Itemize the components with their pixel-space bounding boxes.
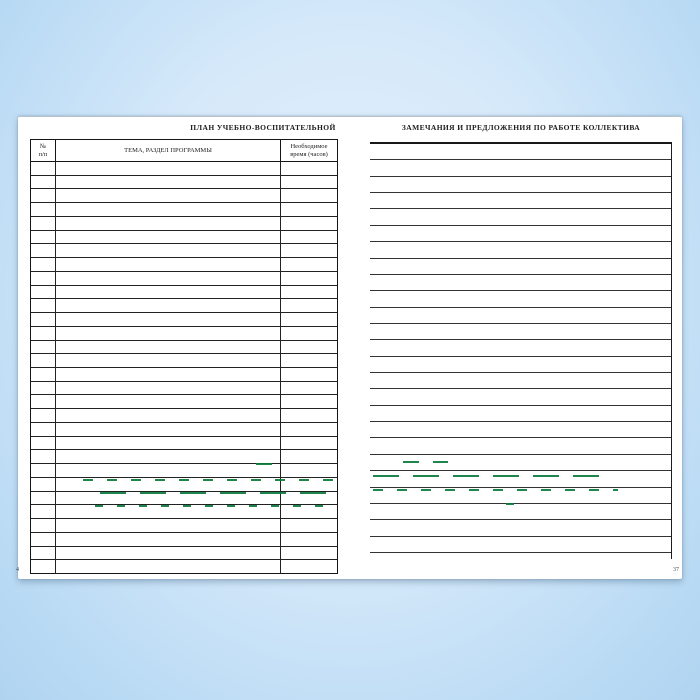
cell-hours [281,217,337,230]
ruled-line [370,454,671,470]
cell-number [31,189,56,202]
table-row [31,313,337,327]
cell-number [31,478,56,491]
table-row [31,258,337,272]
cell-topic [56,231,281,244]
ruled-line [370,159,671,175]
cell-number [31,327,56,340]
cell-number [31,437,56,450]
col-topic-header-label: ТЕМА, РАЗДЕЛ ПРОГРАММЫ [124,146,212,154]
table-row [31,217,337,231]
page-right [350,117,682,579]
table-row [31,272,337,286]
cell-hours [281,450,337,463]
cell-hours [281,162,337,175]
col-hours-header [281,140,337,161]
table-row [31,286,337,300]
plan-table [30,139,338,574]
ruled-line [370,421,671,437]
cell-topic [56,217,281,230]
cell-topic [56,244,281,257]
cell-topic [56,258,281,271]
cell-number [31,313,56,326]
col-topic-header [56,140,281,161]
cell-topic [56,492,281,505]
cell-topic [56,409,281,422]
col-hours-header-line2: время (часов) [290,150,328,158]
ruled-line [370,290,671,306]
cell-topic [56,450,281,463]
cell-topic [56,533,281,546]
left-page-title: ПЛАН УЧЕБНО-ВОСПИТАТЕЛЬНОЙ [190,123,336,132]
cell-hours [281,354,337,367]
table-row [31,341,337,355]
cell-number [31,217,56,230]
table-row [31,176,337,190]
table-row [31,162,337,176]
cell-hours [281,560,337,573]
cell-number [31,354,56,367]
cell-hours [281,244,337,257]
col-hours-header-line1: Необходимое [290,143,328,151]
cell-number [31,409,56,422]
table-row [31,505,337,519]
table-row [31,231,337,245]
cell-number [31,286,56,299]
ruled-line [370,241,671,257]
ruled-line [370,323,671,339]
cell-topic [56,382,281,395]
ruled-lines [370,142,672,559]
ruled-line [370,405,671,421]
right-page-title: ЗАМЕЧАНИЯ И ПРЕДЛОЖЕНИЯ ПО РАБОТЕ КОЛЛЕКТИВА [401,123,641,132]
ruled-line [370,519,671,535]
cell-number [31,176,56,189]
cell-number [31,423,56,436]
cell-topic [56,313,281,326]
cell-hours [281,368,337,381]
ruled-line [370,437,671,453]
page-number-right: 37 [673,567,679,573]
ruled-line [370,307,671,323]
table-row [31,368,337,382]
cell-topic [56,327,281,340]
cell-topic [56,547,281,560]
cell-hours [281,437,337,450]
table-row [31,478,337,492]
cell-topic [56,437,281,450]
cell-number [31,450,56,463]
cell-hours [281,327,337,340]
table-row [31,203,337,217]
cell-hours [281,478,337,491]
cell-number [31,299,56,312]
cell-topic [56,395,281,408]
page-number-left: 4 [16,567,19,573]
cell-hours [281,231,337,244]
cell-hours [281,464,337,477]
cell-number [31,533,56,546]
col-number-header [31,140,56,161]
table-row [31,437,337,451]
cell-hours [281,505,337,518]
cell-hours [281,258,337,271]
cell-topic [56,464,281,477]
cell-hours [281,492,337,505]
table-row [31,382,337,396]
cell-topic [56,176,281,189]
table-row [31,519,337,533]
cell-number [31,258,56,271]
cell-hours [281,547,337,560]
cell-number [31,382,56,395]
table-row [31,464,337,478]
table-row [31,560,337,573]
cell-topic [56,354,281,367]
cell-number [31,231,56,244]
cell-hours [281,382,337,395]
ruled-line [370,176,671,192]
cell-topic [56,519,281,532]
table-row [31,189,337,203]
cell-topic [56,341,281,354]
cell-number [31,505,56,518]
ruled-line [370,225,671,241]
cell-hours [281,176,337,189]
ruled-line [370,487,671,503]
cell-number [31,272,56,285]
ruled-line [370,503,671,519]
col-number-header-line2: п/п [38,150,48,158]
table-header-row [31,140,337,162]
table-row [31,547,337,561]
ruled-line [370,356,671,372]
cell-topic [56,162,281,175]
cell-number [31,203,56,216]
table-row [31,244,337,258]
ruled-line [370,142,671,159]
cell-number [31,244,56,257]
cell-hours [281,341,337,354]
ruled-line [370,552,671,559]
ruled-line [370,258,671,274]
cell-number [31,464,56,477]
col-number-header-line1: № [39,143,47,151]
cell-hours [281,409,337,422]
cell-number [31,547,56,560]
cell-hours [281,519,337,532]
cell-topic [56,368,281,381]
journal-spread [18,116,682,579]
ruled-line [370,339,671,355]
table-row [31,533,337,547]
cell-hours [281,189,337,202]
ruled-line [370,192,671,208]
table-row [31,299,337,313]
cell-number [31,519,56,532]
ruled-line [370,372,671,388]
cell-number [31,560,56,573]
cell-topic [56,423,281,436]
cell-hours [281,313,337,326]
cell-topic [56,505,281,518]
cell-topic [56,560,281,573]
cell-hours [281,286,337,299]
cell-topic [56,478,281,491]
cell-number [31,162,56,175]
cell-topic [56,203,281,216]
ruled-line [370,274,671,290]
cell-hours [281,395,337,408]
cell-hours [281,423,337,436]
table-row [31,423,337,437]
ruled-line [370,536,671,552]
cell-topic [56,272,281,285]
cell-topic [56,299,281,312]
cell-topic [56,286,281,299]
cell-number [31,492,56,505]
cell-hours [281,299,337,312]
cell-hours [281,272,337,285]
page-left [18,117,350,579]
table-row [31,492,337,506]
cell-hours [281,533,337,546]
table-body [31,162,337,573]
ruled-line [370,470,671,486]
table-row [31,354,337,368]
ruled-line [370,208,671,224]
table-row [31,409,337,423]
cell-number [31,395,56,408]
ruled-line [370,388,671,404]
table-row [31,395,337,409]
table-row [31,327,337,341]
table-row [31,450,337,464]
cell-hours [281,203,337,216]
cell-number [31,368,56,381]
cell-topic [56,189,281,202]
cell-number [31,341,56,354]
